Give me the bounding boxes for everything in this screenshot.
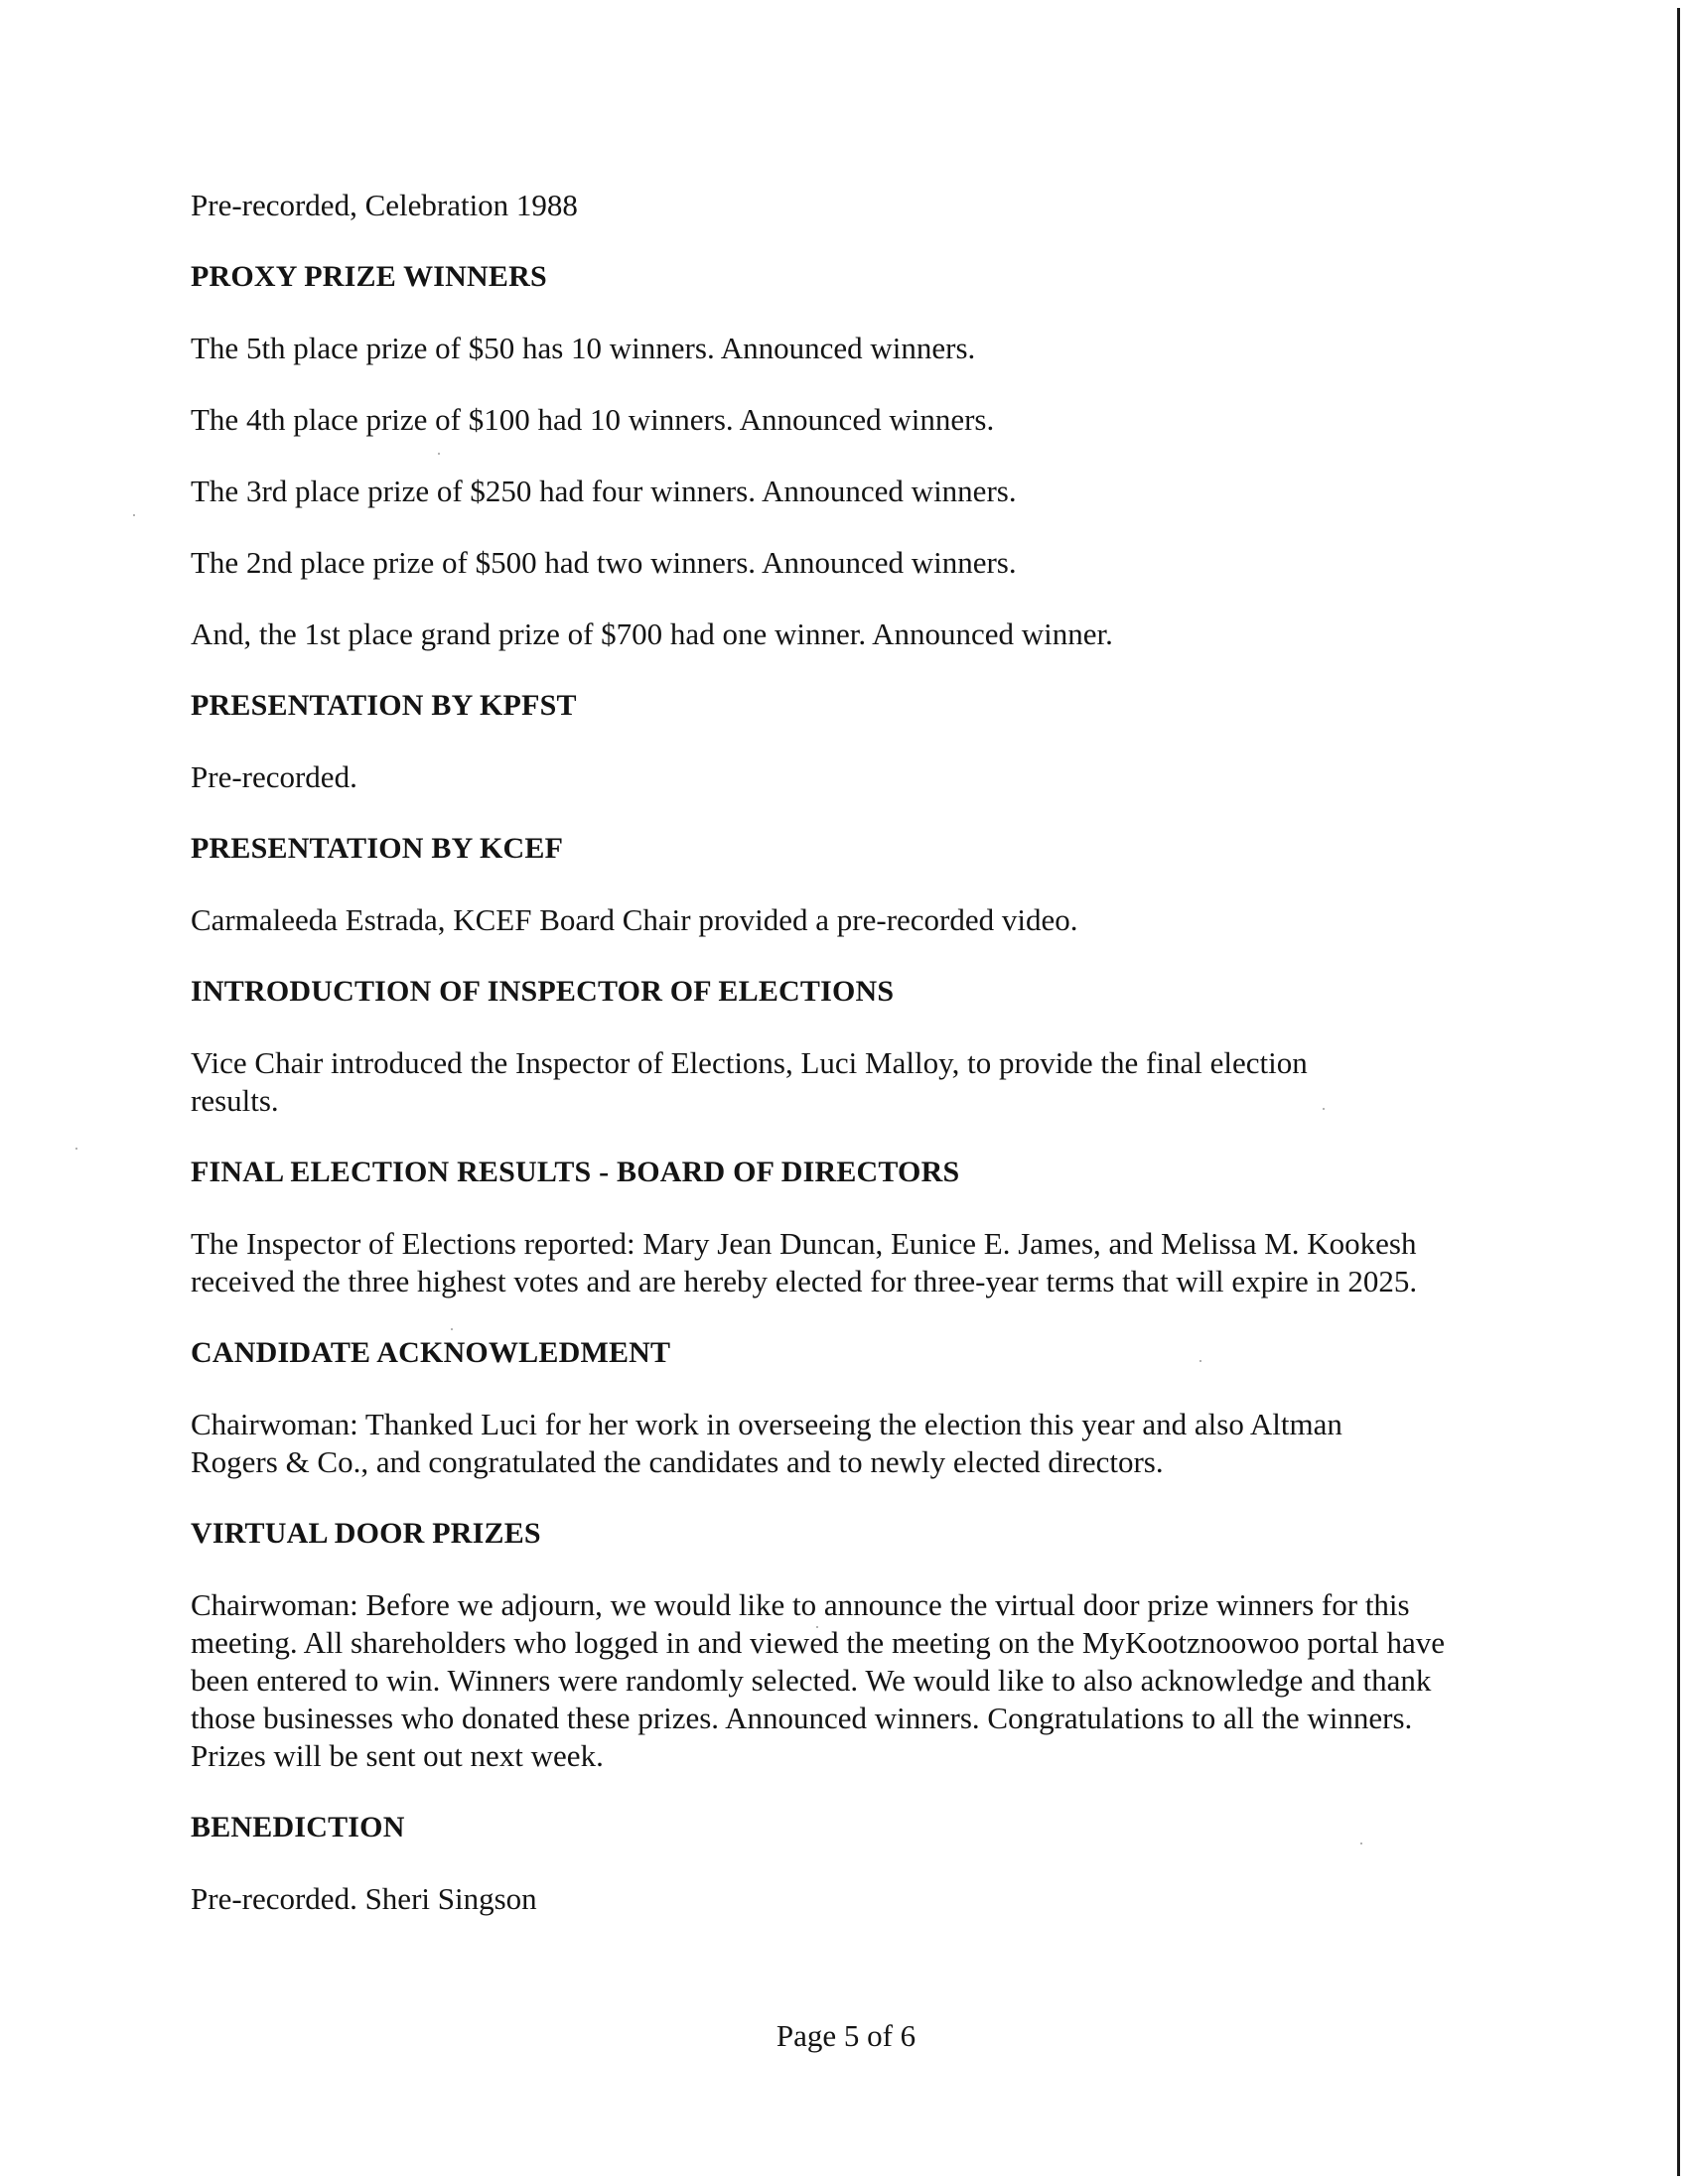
prize-line-4th: The 4th place prize of $100 had 10 winners. Announced winners. xyxy=(191,402,995,437)
prize-line-1st: And, the 1st place grand prize of $700 had one winner. Announced winner. xyxy=(191,616,1113,651)
document-body xyxy=(191,187,1472,1952)
election-results-section xyxy=(191,1154,1472,1300)
door-prizes-heading: VIRTUAL DOOR PRIZES xyxy=(191,1517,541,1550)
inspector-text: Vice Chair introduced the Inspector of Elections, Luci Malloy, to provide the final election results. xyxy=(191,1045,1308,1118)
prize-line-5th: The 5th place prize of $50 has 10 winners. Announced winners. xyxy=(191,331,976,365)
kcef-section xyxy=(191,830,1472,939)
election-results-text: The Inspector of Elections reported: Mary Jean Duncan, Eunice E. James, and Melissa M. Kookesh received the three highest votes and are hereby elected for three-year terms that will expire in 2025. xyxy=(191,1226,1418,1298)
kcef-heading: PRESENTATION BY KCEF xyxy=(191,832,564,865)
acknowledgment-heading: CANDIDATE ACKNOWLEDMENT xyxy=(191,1336,671,1369)
kcef-text: Carmaleeda Estrada, KCEF Board Chair provided a pre-recorded video. xyxy=(191,902,1078,937)
scan-speck xyxy=(133,514,135,516)
kpfst-text: Pre-recorded. xyxy=(191,759,357,794)
acknowledgment-text: Chairwoman: Thanked Luci for her work in overseeing the election this year and also Altman Rogers & Co., and congratulated the candidates and to newly elected directors. xyxy=(191,1407,1342,1479)
proxy-prize-section xyxy=(191,258,1472,653)
benediction-section xyxy=(191,1809,1472,1918)
scan-edge-line xyxy=(1677,8,1680,2176)
kpfst-section xyxy=(191,687,1472,796)
kpfst-heading: PRESENTATION BY KPFST xyxy=(191,689,577,722)
election-results-heading: FINAL ELECTION RESULTS - BOARD OF DIRECTORS xyxy=(191,1156,960,1188)
acknowledgment-section xyxy=(191,1334,1472,1481)
inspector-heading: INTRODUCTION OF INSPECTOR OF ELECTIONS xyxy=(191,975,895,1008)
scan-speck xyxy=(75,1148,77,1150)
door-prizes-section xyxy=(191,1515,1472,1775)
proxy-prize-heading: PROXY PRIZE WINNERS xyxy=(191,260,547,293)
prize-line-3rd: The 3rd place prize of $250 had four winners. Announced winners. xyxy=(191,474,1017,508)
page-number: Page 5 of 6 xyxy=(776,2018,916,2053)
prize-line-2nd: The 2nd place prize of $500 had two winners. Announced winners. xyxy=(191,545,1017,580)
benediction-text: Pre-recorded. Sheri Singson xyxy=(191,1881,537,1916)
benediction-heading: BENEDICTION xyxy=(191,1811,405,1843)
inspector-section xyxy=(191,973,1472,1120)
intro-text: Pre-recorded, Celebration 1988 xyxy=(191,188,578,222)
door-prizes-text: Chairwoman: Before we adjourn, we would like to announce the virtual door prize winners for this meeting. All shareholders who logged in and viewed the meeting on the MyKootznoowoo portal have been entered to win. Winners were randomly selected. We would like to also acknowledge and thank those businesses who donated these prizes. Announced winners. Congratulations to all the winners. Prizes will be sent out next week. xyxy=(191,1587,1445,1773)
